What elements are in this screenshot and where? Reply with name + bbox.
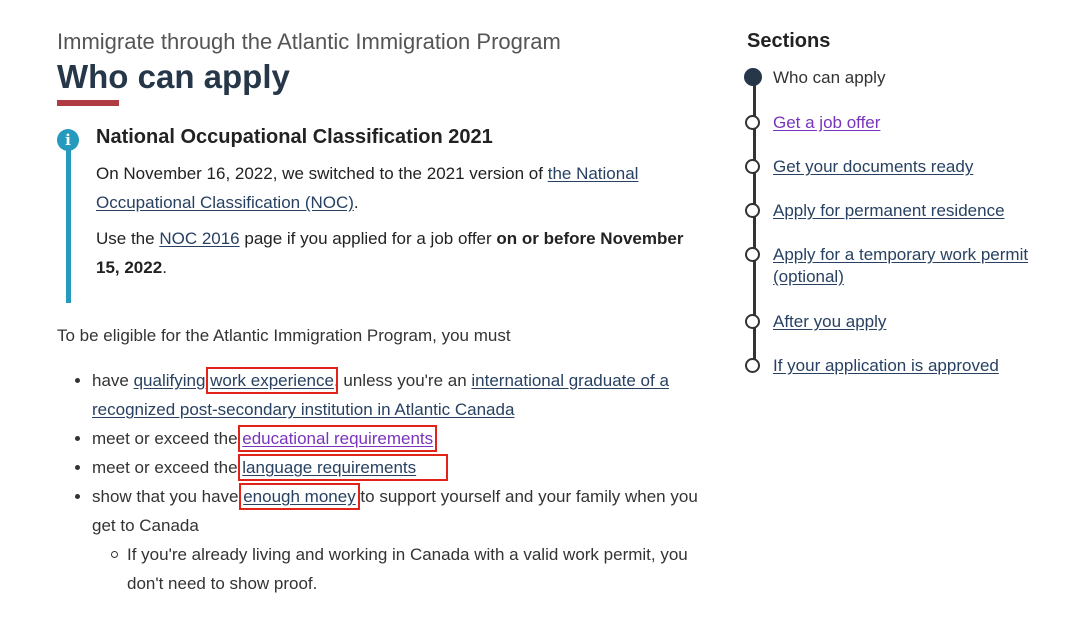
timeline-dot [745,203,760,218]
sub-list-item: If you're already living and working in Canada with a valid work permit, you don't need to show proof. [127,540,712,598]
alert-paragraph-2: Use the NOC 2016 page if you applied for a job offer on or before November 15, 2022. [96,229,684,277]
title-underline [57,100,119,106]
section-link-work-permit[interactable]: Apply for a temporary work permit (optional) [773,245,1029,286]
timeline-dot [745,115,760,130]
language-requirements-link[interactable]: language requirements [242,458,444,477]
section-current: Who can apply [773,68,886,87]
list-item: show that you have enough money to support yourself and your family when you get to Canada If you're already living and working in Canada with a valid work permit, you don't need to show proof. [92,482,712,598]
section-link-documents[interactable]: Get your documents ready [773,157,974,176]
timeline-dot [745,358,760,373]
alert-paragraph-1: On November 16, 2022, we switched to the 2021 version of the National Occupational Classification (NOC). [96,164,639,212]
deadline-date: on or before November 15, 2022 [96,229,684,277]
section-link-permanent-residence[interactable]: Apply for permanent residence [773,201,1005,220]
qualifying-link[interactable]: qualifying [133,371,206,390]
list-item: meet or exceed the educational requirements [92,424,712,453]
eligibility-intro: To be eligible for the Atlantic Immigration Program, you must [57,326,511,345]
international-graduate-link[interactable]: international graduate of a recognized post-secondary institution in Atlantic Canada [92,371,669,419]
section-link-job-offer[interactable]: Get a job offer [773,113,881,132]
section-link-after-apply[interactable]: After you apply [773,312,887,331]
alert-border [66,140,71,303]
section-link-approved[interactable]: If your application is approved [773,356,999,375]
eligibility-list [92,366,712,598]
alert-title: National Occupational Classification 2021 [96,126,493,148]
timeline-dot [745,247,760,262]
timeline-dot [745,159,760,174]
sections-heading: Sections [747,30,831,52]
page-title: Who can apply [57,58,290,95]
list-item: have qualifying work experience, unless you're an international graduate of a recognized post-secondary institution in Atlantic Canada [92,366,712,424]
enough-money-link[interactable]: enough money [243,487,356,506]
page-subtitle: Immigrate through the Atlantic Immigration Program [57,29,561,54]
noc-link[interactable]: the National Occupational Classification (NOC) [96,164,639,212]
list-item: meet or exceed the language requirements [92,453,712,482]
timeline-dot [745,314,760,329]
educational-requirements-link[interactable]: educational requirements [242,429,434,448]
sub-list [92,540,712,598]
work-experience-link[interactable]: work experience [210,371,334,390]
timeline-dot-current [744,68,762,86]
noc-2016-link[interactable]: NOC 2016 [159,229,240,248]
info-icon: i [57,129,79,151]
